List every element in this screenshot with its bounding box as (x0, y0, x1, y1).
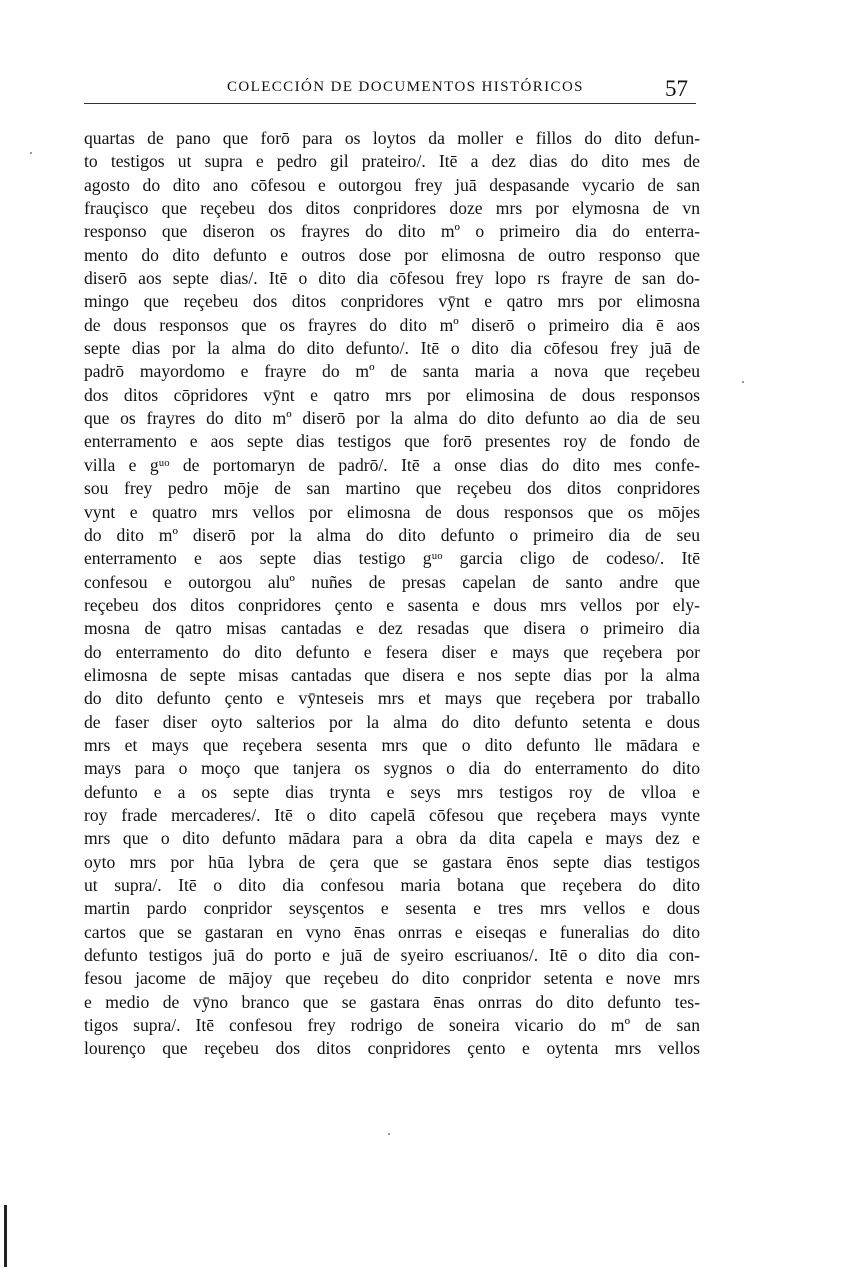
text-line: padrō mayordomo e frayre do mº de santa maria a nova que reçebeu (84, 361, 700, 382)
text-line: cartos que se gastaran en vyno ēnas onrras e eiseqas e funeralias do dito (84, 921, 700, 942)
text-line: mrs et mays que reçebera sesenta mrs que o dito defunto lle mādara e (84, 734, 700, 755)
text-line: do enterramento do dito defunto e fesera diser e mays que reçebera por (84, 641, 700, 662)
text-line: enterramento e aos septe dias testigo gᵘᵒ garcia cligo de codeso/. Itē (84, 548, 700, 569)
scan-speck (388, 1133, 390, 1135)
text-line: elimosna de septe misas cantadas que disera e nos septe dias por la alma (84, 664, 700, 685)
page-header (84, 76, 696, 106)
scan-edge-mark (4, 1205, 7, 1267)
text-line: reçebeu dos ditos conpridores çento e sasenta e dous mrs vellos por ely- (84, 594, 700, 615)
document-body (84, 127, 700, 1061)
text-line: mrs que o dito defunto mādara para a obra da dita capela e mays dez e (84, 828, 700, 849)
text-line: de faser diser oyto salterios por la alma do dito defunto setenta e dous (84, 711, 700, 732)
running-head: COLECCIÓN DE DOCUMENTOS HISTÓRICOS (227, 79, 584, 95)
text-line: frauçisco que reçebeu dos ditos conpridores doze mrs por elymosna de vn (84, 198, 700, 219)
page-number: 57 (665, 76, 688, 101)
text-line: mays para o moço que tanjera os sygnos o dia do enterramento do dito (84, 758, 700, 779)
text-line: defunto testigos juā do porto e juā de syeiro escriuanos/. Itē o dito dia con- (84, 945, 700, 966)
text-line: mento do dito defunto e outros dose por elimosna de outro responso que (84, 244, 700, 265)
text-line: do dito mº diserō por la alma do dito defunto o primeiro dia de seu (84, 524, 700, 545)
scan-speck (30, 152, 32, 154)
text-line: to testigos ut supra e pedro gil prateiro/. Itē a dez dias do dito mes de (84, 151, 700, 172)
text-line: responso que diseron os frayres do dito mº o primeiro dia do enterra- (84, 221, 700, 242)
text-line: confesou e outorgou aluº nuñes de presas capelan de santo andre que (84, 571, 700, 592)
text-line: do dito defunto çento e vȳnteseis mrs et mays que reçebera por traballo (84, 688, 700, 709)
text-line: de dous responsos que os frayres do dito mº diserō o primeiro dia ē aos (84, 314, 700, 335)
text-line: sou frey pedro mōje de san martino que reçebeu dos ditos conpridores (84, 478, 700, 499)
text-line: diserō aos septe dias/. Itē o dito dia cōfesou frey lopo rs frayre de san do- (84, 268, 700, 289)
text-line: villa e gᵘᵒ de portomaryn de padrō/. Itē a onse dias do dito mes confe- (84, 454, 700, 475)
text-line: agosto do dito ano cōfesou e outorgou frey juā despasande vycario de san (84, 174, 700, 195)
header-rule (84, 103, 696, 104)
text-line: lourenço que reçebeu dos ditos conpridores çento e oytenta mrs vellos (84, 1038, 700, 1059)
text-line: mosna de qatro misas cantadas e dez resadas que disera o primeiro dia (84, 618, 700, 639)
text-line: quartas de pano que forō para os loytos da moller e fillos do dito defun- (84, 128, 700, 148)
text-line: que os frayres do dito mº diserō por la alma do dito defunto ao dia de seu (84, 408, 700, 429)
text-line: roy frade mercaderes/. Itē o dito capelā cōfesou que reçebera mays vynte (84, 804, 700, 825)
text-line: martin pardo conpridor seysçentos e sesenta e tres mrs vellos e dous (84, 898, 700, 919)
text-line: enterramento e aos septe dias testigos que forō presentes roy de fondo de (84, 431, 700, 452)
text-line: dos ditos cōpridores vȳnt e qatro mrs por elimosina de dous responsos (84, 384, 700, 405)
text-line: ut supra/. Itē o dito dia confesou maria botana que reçebera do dito (84, 875, 700, 895)
text-line: septe dias por la alma do dito defunto/. Itē o dito dia cōfesou frey juā de (84, 338, 700, 359)
scan-speck (742, 381, 744, 383)
text-line: e medio de vȳno branco que se gastara ēnas onrras do dito defunto tes- (84, 991, 700, 1012)
text-line: tigos supra/. Itē confesou frey rodrigo de soneira vicario do mº de san (84, 1015, 700, 1036)
text-line: fesou jacome de mājoy que reçebeu do dito conpridor setenta e nove mrs (84, 968, 700, 989)
text-line: defunto e a os septe dias trynta e seys mrs testigos roy de vlloa e (84, 781, 700, 802)
text-line: vynt e quatro mrs vellos por elimosna de dous responsos que os mōjes (84, 501, 700, 522)
text-line: oyto mrs por hūa lybra de çera que se gastara ēnos septe dias testigos (84, 851, 700, 872)
text-line: mingo que reçebeu dos ditos conpridores vȳnt e qatro mrs por elimosna (84, 291, 700, 312)
